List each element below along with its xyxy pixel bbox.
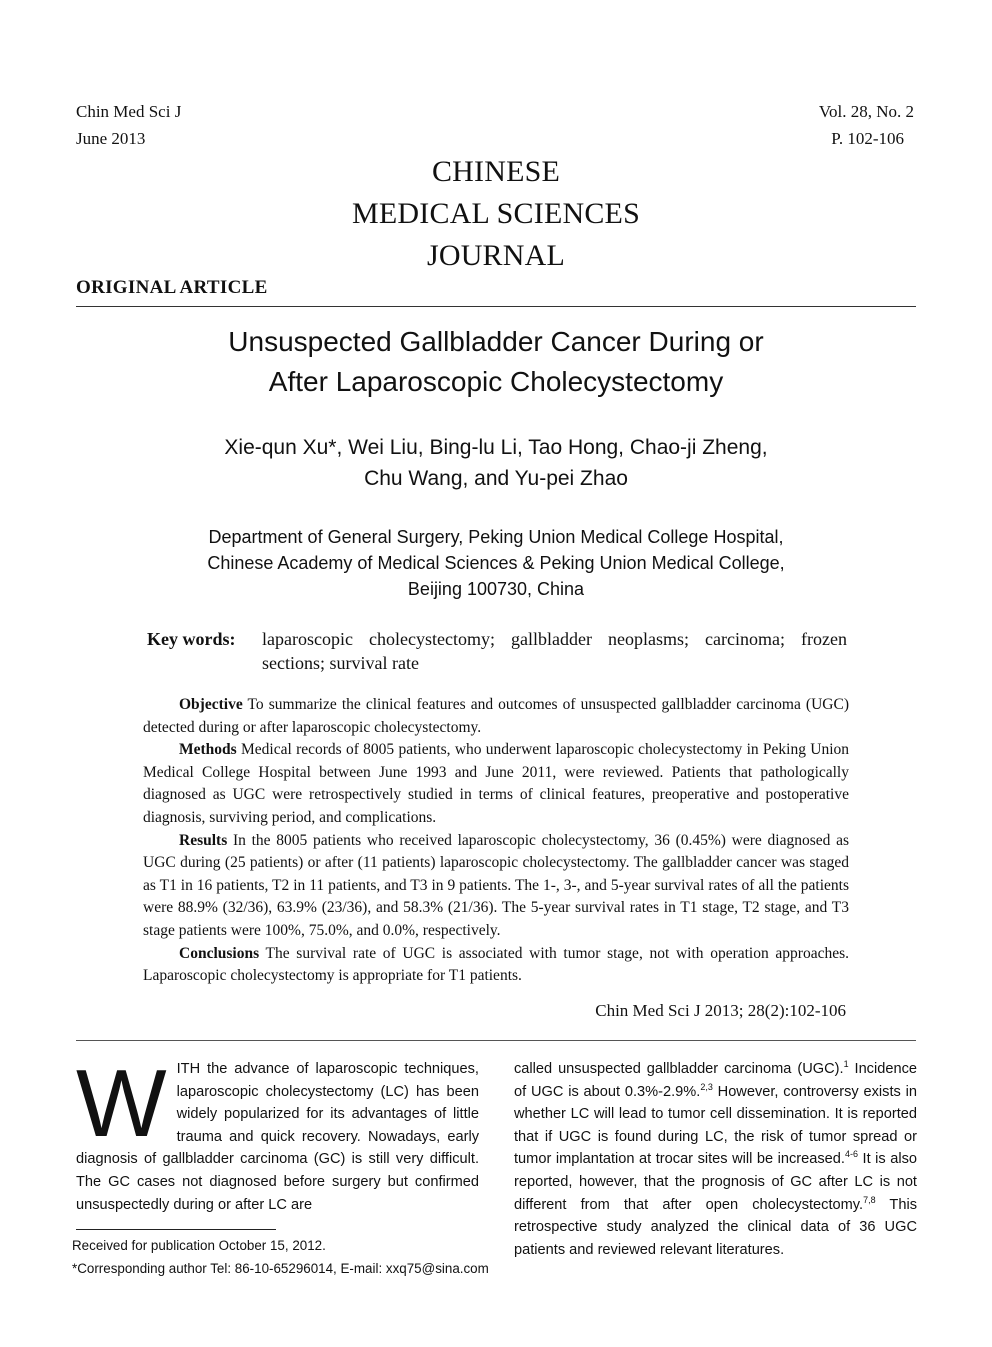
affiliation-line-2: Chinese Academy of Medical Sciences & Peking Union Medical College, [207,553,785,573]
abstract [143,694,849,988]
volume-issue: Vol. 28, No. 2 [818,102,914,121]
conclusions-text: The survival rate of UGC is associated with tumor stage, not with operation approaches. Laparoscopic cholecystectomy is appropriate for T1 patients. [143,944,849,985]
methods-text: Medical records of 8005 patients, who underwent laparoscopic cholecystectomy in Peking Union Medical College Hospital between June 1993 and June 2011, were reviewed. Patients that pathologically diagnosed as UGC were retrospectively studied in terms of clinical features, preoperative and postoperative diagnosis, surviving period, and complications. [143,741,850,826]
page-range: P. 102-106 [831,129,904,148]
body-right-seg-2: Incidence of UGC is about 0.3%-2.9%. [514,1061,917,1100]
journal-title-line-2: MEDICAL SCIENCES [352,197,640,230]
article-title-line-2: After Laparoscopic Cholecystectomy [268,366,724,397]
abstract-methods [143,739,849,829]
keywords-label: Key words: [147,629,236,649]
body-column-left [76,1050,479,1216]
abstract-results [143,830,849,943]
article-type: ORIGINAL ARTICLE [76,277,268,298]
methods-label: Methods [179,741,237,759]
journal-title [0,151,992,277]
authors-line-1: Xie-qun Xu*, Wei Liu, Bing-lu Li, Tao Hong, Chao-ji Zheng, [224,436,768,459]
author-list [0,432,992,494]
body-right-seg-5: This retrospective study analyzed the clinical data of 36 UGC patients and reviewed relevant literatures. [514,1196,917,1258]
header-divider [76,306,916,307]
keywords [147,627,847,675]
body-right-seg-1: called unsuspected gallbladder carcinoma (UGC). [514,1061,844,1077]
drop-cap: W [76,1050,167,1157]
body-right-seg-4: It is also reported, however, that the prognosis of GC after LC is not different from that after open cholecystectomy. [514,1151,917,1213]
authors-line-2: Chu Wang, and Yu-pei Zhao [364,467,628,490]
reference-1: 1 [843,1059,849,1069]
running-header-right [819,98,914,152]
results-label: Results [179,831,228,849]
body-left-text: ITH the advance of laparoscopic techniques, laparoscopic cholecystectomy (LC) has been widely popularized for its advantages of little trauma and quick recovery. Nowadays, early diagnosis of gallbladder carcinoma (GC) is still very difficult. The GC cases not diagnosed before surgery but confirmed unsuspectedly during or after LC are [76,1061,479,1213]
footnote-received: Received for publication October 15, 2012. [72,1238,326,1253]
citation: Chin Med Sci J 2013; 28(2):102-106 [595,1001,846,1020]
body-column-right [514,1058,917,1261]
article-title-line-1: Unsuspected Gallbladder Cancer During or [228,326,764,357]
results-text: In the 8005 patients who received laparoscopic cholecystectomy, 36 (0.45%) were diagnosed as UGC during (25 patients) or after (11 patients) laparoscopic cholecystectomy. The gallbladder cancer was staged as T1 in 16 patients, T2 in 11 patients, and T3 in 9 patients. The 1-, 3-, and 5-year survival rates of all the patients were 88.9% (32/36), 63.9% (23/36), and 58.3% (21/36). The 5-year survival rates in T1 stage, T2 stage, and T3 stage patients were 100%, 75.0%, and 0.0%, respectively. [143,831,850,939]
conclusions-label: Conclusions [179,944,260,962]
abstract-divider [76,1040,916,1041]
issue-date: June 2013 [76,129,146,148]
abstract-conclusions [143,943,849,988]
objective-label: Objective [179,696,243,713]
journal-abbrev: Chin Med Sci J [76,102,182,121]
affiliation [0,524,992,602]
objective-text: To summarize the clinical features and outcomes of unsuspected gallbladder carcinoma (UGC) detected during or after laparoscopic cholecystectomy. [143,696,849,736]
journal-title-line-1: CHINESE [431,155,561,188]
running-header-left [76,98,181,152]
footnote-corresponding: *Corresponding author Tel: 86-10-65296014, E-mail: xxq75@sina.com [72,1261,489,1276]
journal-title-line-3: JOURNAL [426,239,566,272]
abstract-objective [143,694,849,739]
keywords-text: laparoscopic cholecystectomy; gallbladder neoplasms; carcinoma; frozen sections; survival rate [262,629,847,673]
footnote-divider [76,1229,276,1230]
reference-7-8: 7,8 [863,1194,876,1205]
affiliation-line-1: Department of General Surgery, Peking Union Medical College Hospital, [208,527,784,547]
affiliation-line-3: Beijing 100730, China [407,579,585,599]
reference-4-6: 4-6 [844,1149,858,1160]
article-title [0,322,992,402]
reference-2-3: 2,3 [700,1081,713,1092]
body-right-seg-3: However, controversy exists in whether LC will lead to tumor cell dissemination. It is reported that if UGC is found during LC, the risk of tumor spread or tumor implantation at trocar sites will be increased. [514,1083,917,1168]
